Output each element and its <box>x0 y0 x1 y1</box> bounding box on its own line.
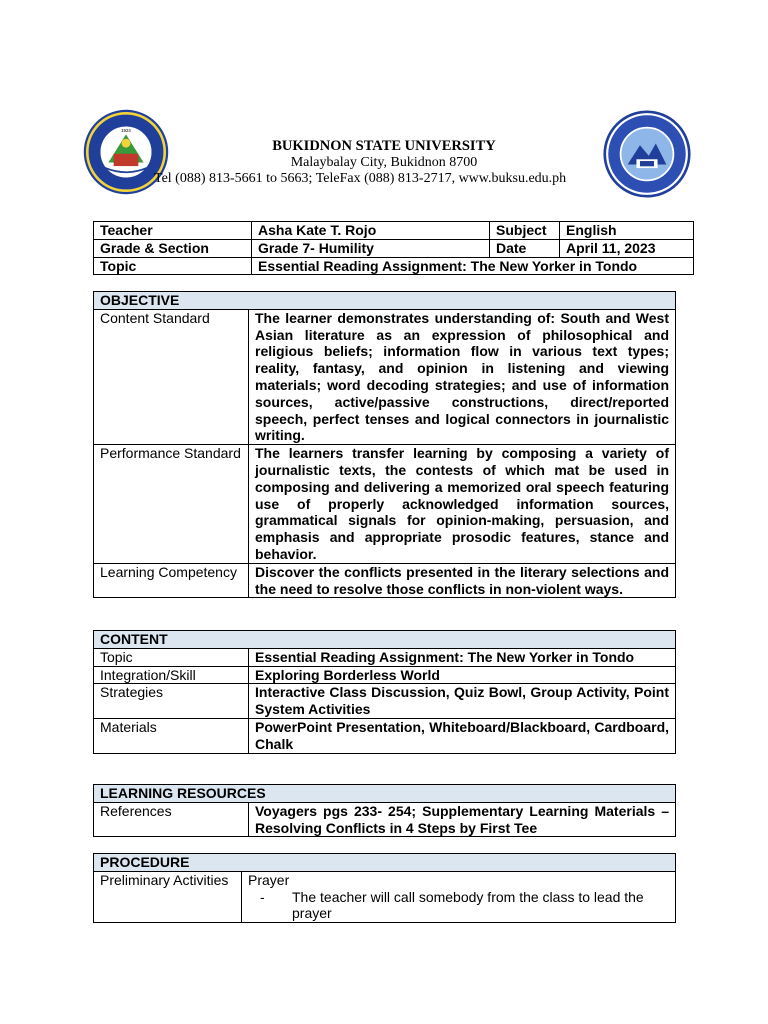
table-row <box>94 309 676 444</box>
bullet-dash: - <box>260 888 265 905</box>
row-label: Learning Competency <box>94 563 249 598</box>
grade-value: Grade 7- Humility <box>252 239 490 257</box>
topic-label: Topic <box>94 257 252 275</box>
row-value: Discover the conflicts presented in the literary selections and the need to resolve those conflicts in non-violent ways. <box>249 563 676 598</box>
teacher-label: Teacher <box>94 222 252 240</box>
procedure-table <box>93 853 676 923</box>
university-contact: Tel (088) 813-5661 to 5663; TeleFax (088) 813-2717, www.buksu.edu.ph <box>154 171 567 186</box>
university-address: Malaybalay City, Bukidnon 8700 <box>290 155 478 170</box>
learning-resources-table <box>93 784 676 837</box>
row-value: PowerPoint Presentation, Whiteboard/Blackboard, Cardboard, Chalk <box>249 718 676 753</box>
subject-value: English <box>560 222 694 240</box>
procedure-heading: PROCEDURE <box>94 854 676 872</box>
table-row <box>94 718 676 753</box>
list-item <box>248 889 669 923</box>
svg-text:1924: 1924 <box>121 127 131 133</box>
date-value: April 11, 2023 <box>560 239 694 257</box>
table-row <box>94 257 694 275</box>
table-row <box>94 445 676 564</box>
topic-value: Essential Reading Assignment: The New Yorker in Tondo <box>252 257 694 275</box>
row-value: The learner demonstrates understanding of: South and West Asian literature as an expression of philosophical and religious beliefs; information flow in various text types; reality, fantasy, and opinion in listening and viewing materials; word decoding strategies; and use of information sources, active/passive constructions, direct/reported speech, perfect tenses and logical connectors in journalistic writing. <box>249 309 676 444</box>
table-row <box>94 222 694 240</box>
objective-table <box>93 291 676 598</box>
university-name: BUKIDNON STATE UNIVERSITY <box>272 138 496 154</box>
row-label: Preliminary Activities <box>94 871 242 922</box>
row-label: Integration/Skill <box>94 666 249 684</box>
row-label: Topic <box>94 648 249 666</box>
row-label: Content Standard <box>94 309 249 444</box>
teacher-value: Asha Kate T. Rojo <box>252 222 490 240</box>
row-value: Exploring Borderless World <box>249 666 676 684</box>
row-label: References <box>94 802 249 837</box>
date-label: Date <box>490 239 560 257</box>
table-row <box>94 563 676 598</box>
table-row <box>94 239 694 257</box>
section-header-row <box>94 785 676 803</box>
lesson-info-table <box>93 221 694 275</box>
procedure-item-text: The teacher will call somebody from the class to lead the prayer <box>292 888 644 922</box>
row-value: Voyagers pgs 233- 254; Supplementary Learning Materials – Resolving Conflicts in 4 Steps by First Tee <box>249 802 676 837</box>
row-label: Materials <box>94 718 249 753</box>
subject-label: Subject <box>490 222 560 240</box>
table-row <box>94 666 676 684</box>
row-value: Essential Reading Assignment: The New Yorker in Tondo <box>249 648 676 666</box>
resources-heading: LEARNING RESOURCES <box>94 785 676 803</box>
objective-heading: OBJECTIVE <box>94 292 676 310</box>
row-value: The learners transfer learning by composing a variety of journalistic texts, the contests of which mat be used in composing and delivering a memorized oral speech featuring use of properly acknowledged information sources, grammatical signals for opinion-making, persuasion, and emphasis and appropriate prosodic features, stance and behavior. <box>249 445 676 564</box>
section-header-row <box>94 631 676 649</box>
table-row <box>94 871 676 922</box>
row-label: Performance Standard <box>94 445 249 564</box>
row-label: Strategies <box>94 684 249 719</box>
procedure-item-title: Prayer <box>248 871 290 888</box>
content-table <box>93 630 676 754</box>
section-header-row <box>94 292 676 310</box>
table-row <box>94 802 676 837</box>
row-value: Interactive Class Discussion, Quiz Bowl, Group Activity, Point System Activities <box>249 684 676 719</box>
section-header-row <box>94 854 676 872</box>
content-heading: CONTENT <box>94 631 676 649</box>
table-row <box>94 648 676 666</box>
table-row <box>94 684 676 719</box>
grade-label: Grade & Section <box>94 239 252 257</box>
row-value <box>242 871 676 922</box>
